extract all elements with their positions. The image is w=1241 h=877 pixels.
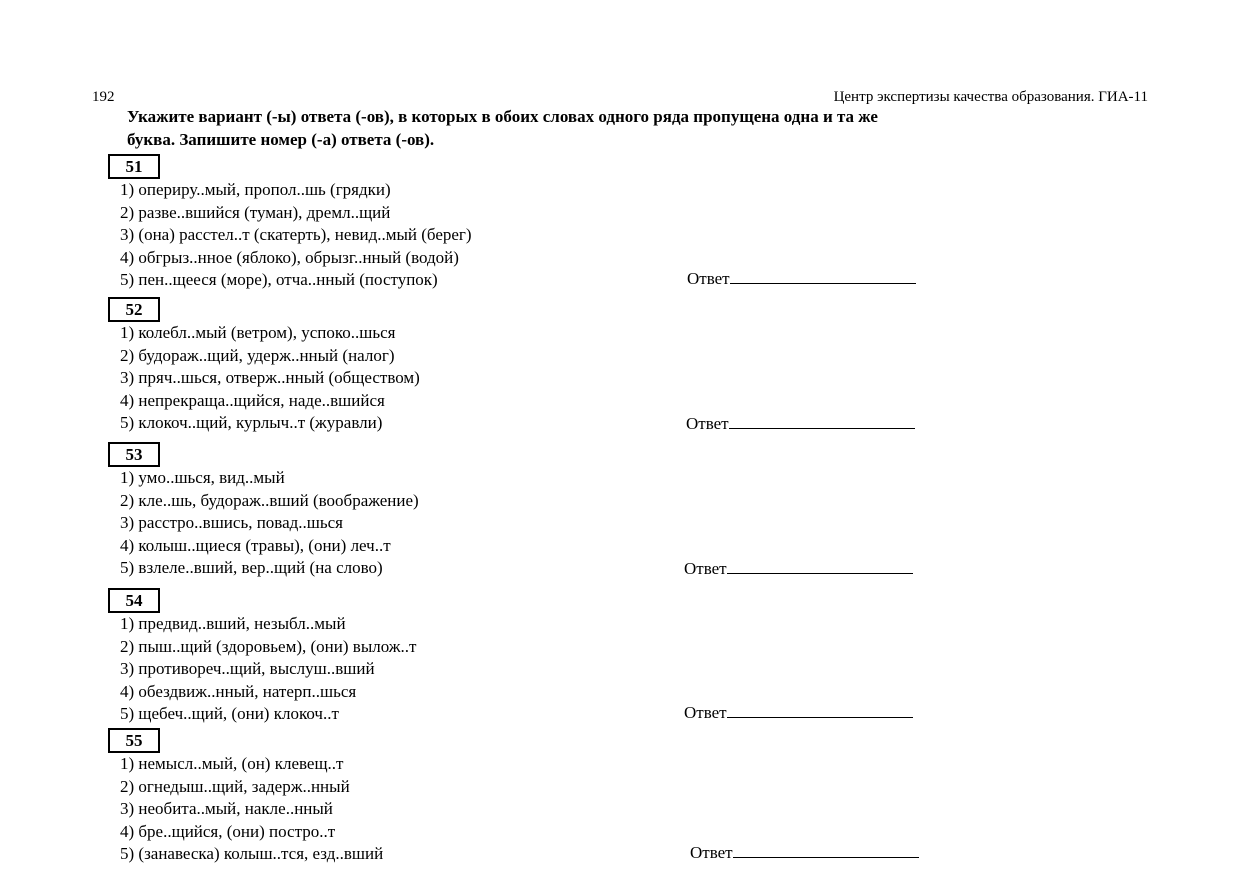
instruction (127, 105, 1027, 151)
answer-label: Ответ (686, 414, 729, 433)
option-5: 5) пен..щееся (море), отча..нный (поступок) (120, 270, 438, 290)
task-number-box: 53 (108, 442, 160, 467)
option-5: 5) клокоч..щий, курлыч..т (журавли) (120, 413, 383, 433)
answer-line[interactable] (729, 414, 915, 429)
page-header-title: Центр экспертизы качества образования. ГИА-11 (833, 89, 1148, 105)
instruction-line-1: Укажите вариант (-ы) ответа (-ов), в которых в обоих словах одного ряда пропущена одна и та же (127, 107, 878, 126)
option-5: 5) щебеч..щий, (они) клокоч..т (120, 704, 339, 724)
option-3: 3) расстро..вшись, повад..шься (120, 513, 344, 533)
task-number-box: 55 (108, 728, 160, 753)
answer-line[interactable] (727, 703, 913, 718)
option-4: 4) бре..щийся, (они) постро..т (120, 821, 336, 841)
option-5: 5) взлеле..вший, вер..щий (на слово) (120, 558, 383, 578)
option-2: 2) пыш..щий (здоровьем), (они) вылож..т (120, 636, 417, 656)
option-1: 1) опериру..мый, пропол..шь (грядки) (120, 180, 391, 199)
answer-field-53[interactable] (684, 559, 913, 579)
answer-field-52[interactable] (686, 414, 915, 434)
option-2: 2) разве..вшийся (туман), дремл..щий (120, 202, 391, 222)
option-2: 2) будораж..щий, удерж..нный (налог) (120, 345, 395, 365)
answer-field-54[interactable] (684, 703, 913, 723)
option-5: 5) (занавеска) колыш..тся, езд..вший (120, 844, 384, 864)
page-number: 192 (92, 89, 115, 105)
answer-line[interactable] (730, 269, 916, 284)
instruction-line-2: буква. Запишите номер (-а) ответа (-ов). (127, 130, 435, 149)
answer-field-55[interactable] (690, 843, 919, 863)
answer-label: Ответ (690, 843, 733, 862)
option-4: 4) обгрыз..нное (яблоко), обрызг..нный (водой) (120, 247, 459, 267)
task-number-box: 52 (108, 297, 160, 322)
option-3: 3) пряч..шься, отверж..нный (обществом) (120, 368, 420, 388)
answer-label: Ответ (687, 269, 730, 288)
option-2: 2) огнедыш..щий, задерж..нный (120, 776, 350, 796)
task-number-box: 51 (108, 154, 160, 179)
option-2: 2) кле..шь, будораж..вший (воображение) (120, 490, 419, 510)
answer-line[interactable] (727, 559, 913, 574)
option-3: 3) необита..мый, накле..нный (120, 799, 333, 819)
option-4: 4) обездвиж..нный, натерп..шься (120, 681, 357, 701)
task-number-box: 54 (108, 588, 160, 613)
option-3: 3) (она) расстел..т (скатерть), невид..мый (берег) (120, 225, 472, 245)
option-4: 4) непрекраща..щийся, наде..вшийся (120, 390, 385, 410)
answer-line[interactable] (733, 843, 919, 858)
option-4: 4) колыш..щиеся (травы), (они) леч..т (120, 535, 391, 555)
option-3: 3) противореч..щий, выслуш..вший (120, 659, 375, 679)
option-1: 1) умо..шься, вид..мый (120, 468, 285, 487)
answer-label: Ответ (684, 559, 727, 578)
option-1: 1) предвид..вший, незыбл..мый (120, 614, 346, 633)
answer-label: Ответ (684, 703, 727, 722)
option-1: 1) немысл..мый, (он) клевещ..т (120, 754, 344, 773)
answer-field-51[interactable] (687, 269, 916, 289)
option-1: 1) колебл..мый (ветром), успоко..шься (120, 323, 396, 342)
